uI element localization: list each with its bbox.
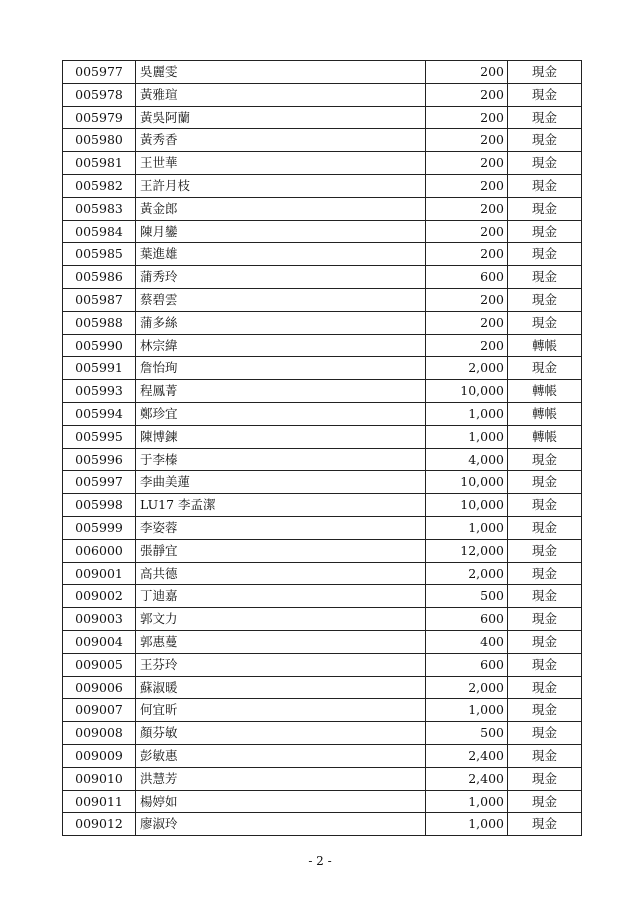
row-amount: 2,000 (426, 357, 508, 380)
row-id: 005999 (63, 516, 136, 539)
table-row (63, 608, 582, 631)
row-id: 009002 (63, 585, 136, 608)
row-amount: 1,000 (426, 790, 508, 813)
row-method: 現金 (508, 676, 582, 699)
row-amount: 2,000 (426, 676, 508, 699)
row-amount: 500 (426, 722, 508, 745)
row-name: 程鳳菁 (136, 380, 426, 403)
row-id: 005990 (63, 334, 136, 357)
row-amount: 600 (426, 608, 508, 631)
row-name: 丁迪嘉 (136, 585, 426, 608)
row-name: 王許月枝 (136, 174, 426, 197)
row-name: 蘇淑暖 (136, 676, 426, 699)
row-method: 轉帳 (508, 402, 582, 425)
row-name: 吳麗雯 (136, 61, 426, 84)
row-amount: 200 (426, 152, 508, 175)
row-id: 009004 (63, 630, 136, 653)
table-row (63, 448, 582, 471)
row-name: 林宗緯 (136, 334, 426, 357)
table-row (63, 243, 582, 266)
row-amount: 4,000 (426, 448, 508, 471)
row-method: 現金 (508, 744, 582, 767)
row-id: 005980 (63, 129, 136, 152)
row-method: 現金 (508, 790, 582, 813)
table-row (63, 106, 582, 129)
row-method: 現金 (508, 174, 582, 197)
row-method: 現金 (508, 61, 582, 84)
table-row (63, 676, 582, 699)
row-method: 現金 (508, 106, 582, 129)
row-method: 現金 (508, 653, 582, 676)
table-row (63, 402, 582, 425)
row-name: 黃金郎 (136, 197, 426, 220)
row-id: 009007 (63, 699, 136, 722)
row-amount: 1,000 (426, 813, 508, 836)
row-method: 現金 (508, 722, 582, 745)
row-name: 黃吳阿蘭 (136, 106, 426, 129)
table-row (63, 311, 582, 334)
row-name: LU17 李孟潔 (136, 494, 426, 517)
row-amount: 2,000 (426, 562, 508, 585)
row-name: 葉進雄 (136, 243, 426, 266)
row-amount: 10,000 (426, 471, 508, 494)
row-id: 009011 (63, 790, 136, 813)
row-id: 005996 (63, 448, 136, 471)
table-row (63, 516, 582, 539)
row-method: 現金 (508, 608, 582, 631)
row-method: 現金 (508, 83, 582, 106)
row-id: 009006 (63, 676, 136, 699)
table-row (63, 630, 582, 653)
table-row (63, 220, 582, 243)
row-amount: 200 (426, 311, 508, 334)
row-name: 李曲美蓮 (136, 471, 426, 494)
row-method: 現金 (508, 152, 582, 175)
row-amount: 400 (426, 630, 508, 653)
row-method: 現金 (508, 516, 582, 539)
row-amount: 200 (426, 83, 508, 106)
row-name: 廖淑玲 (136, 813, 426, 836)
page-number: - 2 - (308, 854, 332, 868)
row-id: 009008 (63, 722, 136, 745)
row-method: 現金 (508, 562, 582, 585)
table-row (63, 813, 582, 836)
row-amount: 200 (426, 288, 508, 311)
row-name: 郭文力 (136, 608, 426, 631)
row-amount: 200 (426, 129, 508, 152)
row-name: 何宜昕 (136, 699, 426, 722)
row-name: 顏芬敏 (136, 722, 426, 745)
row-id: 005986 (63, 266, 136, 289)
row-amount: 200 (426, 220, 508, 243)
row-id: 009009 (63, 744, 136, 767)
row-amount: 200 (426, 243, 508, 266)
row-amount: 1,000 (426, 699, 508, 722)
row-amount: 600 (426, 653, 508, 676)
row-id: 009005 (63, 653, 136, 676)
row-id: 009003 (63, 608, 136, 631)
table-row (63, 266, 582, 289)
row-name: 黃雅瑄 (136, 83, 426, 106)
row-amount: 10,000 (426, 380, 508, 403)
row-id: 005995 (63, 425, 136, 448)
row-name: 郭惠蔓 (136, 630, 426, 653)
row-method: 現金 (508, 197, 582, 220)
row-name: 楊婷如 (136, 790, 426, 813)
table-row (63, 722, 582, 745)
row-method: 現金 (508, 129, 582, 152)
row-id: 005984 (63, 220, 136, 243)
row-amount: 500 (426, 585, 508, 608)
row-id: 005997 (63, 471, 136, 494)
row-id: 006000 (63, 539, 136, 562)
row-name: 彭敏惠 (136, 744, 426, 767)
row-id: 005985 (63, 243, 136, 266)
table-row (63, 357, 582, 380)
row-name: 陳博鍊 (136, 425, 426, 448)
table-row (63, 129, 582, 152)
row-id: 005977 (63, 61, 136, 84)
row-method: 現金 (508, 220, 582, 243)
row-method: 轉帳 (508, 380, 582, 403)
table-body (63, 61, 582, 836)
row-amount: 200 (426, 61, 508, 84)
row-amount: 600 (426, 266, 508, 289)
row-amount: 200 (426, 174, 508, 197)
row-method: 現金 (508, 585, 582, 608)
row-id: 005981 (63, 152, 136, 175)
table-row (63, 152, 582, 175)
row-name: 詹怡珣 (136, 357, 426, 380)
table-row (63, 471, 582, 494)
row-name: 蒲多絲 (136, 311, 426, 334)
table-row (63, 653, 582, 676)
row-name: 于李榛 (136, 448, 426, 471)
row-id: 005994 (63, 402, 136, 425)
row-name: 王世華 (136, 152, 426, 175)
table-row (63, 334, 582, 357)
row-amount: 200 (426, 197, 508, 220)
row-amount: 2,400 (426, 744, 508, 767)
row-name: 鄭珍宜 (136, 402, 426, 425)
table-row (63, 174, 582, 197)
row-id: 005993 (63, 380, 136, 403)
row-method: 現金 (508, 494, 582, 517)
table-row (63, 83, 582, 106)
row-method: 現金 (508, 266, 582, 289)
table-row (63, 585, 582, 608)
row-id: 005978 (63, 83, 136, 106)
row-amount: 1,000 (426, 425, 508, 448)
table-row (63, 197, 582, 220)
row-amount: 12,000 (426, 539, 508, 562)
table-row (63, 767, 582, 790)
row-method: 現金 (508, 699, 582, 722)
row-name: 蔡碧雲 (136, 288, 426, 311)
table-row (63, 425, 582, 448)
row-id: 005979 (63, 106, 136, 129)
row-id: 009010 (63, 767, 136, 790)
table-row (63, 744, 582, 767)
row-name: 王芬玲 (136, 653, 426, 676)
row-name: 黃秀香 (136, 129, 426, 152)
row-method: 現金 (508, 539, 582, 562)
row-amount: 1,000 (426, 516, 508, 539)
row-name: 李姿蓉 (136, 516, 426, 539)
row-method: 現金 (508, 471, 582, 494)
row-method: 現金 (508, 767, 582, 790)
table-row (63, 61, 582, 84)
row-amount: 200 (426, 106, 508, 129)
row-id: 005987 (63, 288, 136, 311)
table-row (63, 562, 582, 585)
table-row (63, 494, 582, 517)
row-name: 張靜宜 (136, 539, 426, 562)
row-method: 現金 (508, 288, 582, 311)
table-row (63, 539, 582, 562)
row-amount: 1,000 (426, 402, 508, 425)
row-method: 現金 (508, 813, 582, 836)
row-id: 005991 (63, 357, 136, 380)
donation-table (62, 60, 582, 836)
row-amount: 200 (426, 334, 508, 357)
row-method: 現金 (508, 448, 582, 471)
row-id: 005982 (63, 174, 136, 197)
table-row (63, 790, 582, 813)
row-method: 轉帳 (508, 425, 582, 448)
row-amount: 2,400 (426, 767, 508, 790)
row-method: 現金 (508, 311, 582, 334)
row-id: 009001 (63, 562, 136, 585)
row-name: 洪慧芳 (136, 767, 426, 790)
table-row (63, 699, 582, 722)
row-name: 高共德 (136, 562, 426, 585)
row-amount: 10,000 (426, 494, 508, 517)
row-method: 轉帳 (508, 334, 582, 357)
row-name: 蒲秀玲 (136, 266, 426, 289)
row-name: 陳月鑾 (136, 220, 426, 243)
row-method: 現金 (508, 630, 582, 653)
row-method: 現金 (508, 357, 582, 380)
row-id: 005998 (63, 494, 136, 517)
table-row (63, 288, 582, 311)
row-method: 現金 (508, 243, 582, 266)
row-id: 005983 (63, 197, 136, 220)
table-row (63, 380, 582, 403)
row-id: 005988 (63, 311, 136, 334)
row-id: 009012 (63, 813, 136, 836)
